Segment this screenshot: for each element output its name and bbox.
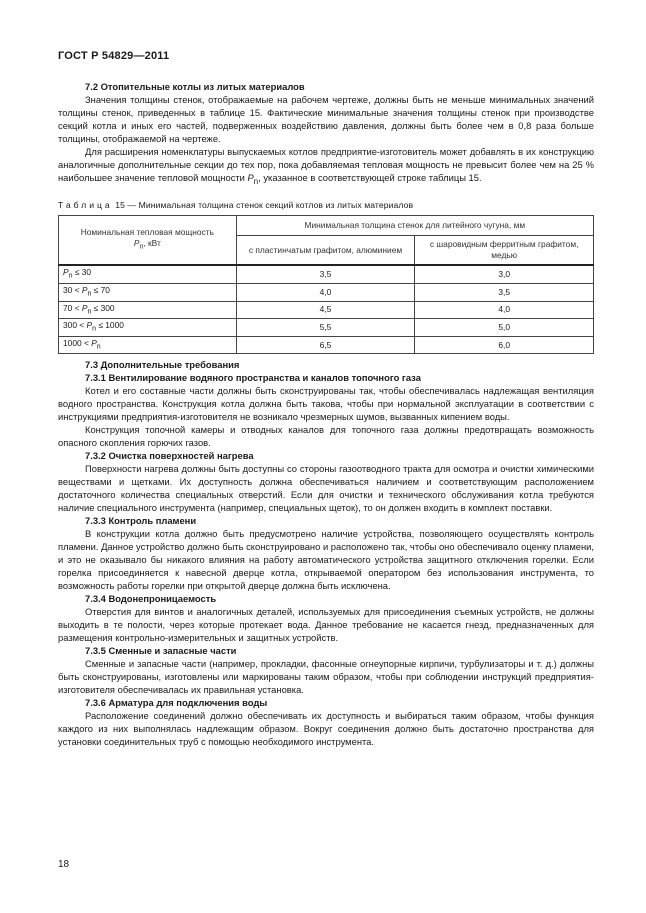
p2-text-after: , указанное в соответствующей строке таблицы 15.: [258, 172, 482, 183]
section-7-3-6-title: 7.3.6 Арматура для подключения воды: [85, 697, 268, 709]
table-15-body: [59, 265, 594, 353]
power-subscript: n: [87, 308, 92, 316]
table-row: [59, 283, 594, 301]
power-symbol: P: [91, 337, 97, 348]
thickness-lamellar-cell: 4,5: [236, 301, 415, 319]
section-7-3-4-title: 7.3.4 Водонепроницаемость: [85, 593, 217, 605]
thickness-spheroidal-cell: 6,0: [415, 336, 594, 354]
power-cell: [59, 283, 237, 301]
power-prefix: 70 <: [63, 302, 82, 313]
power-symbol: P: [63, 267, 69, 278]
column-header-lamellar: с пластинчатым графитом, алюминием: [236, 235, 415, 265]
table-row: [59, 265, 594, 283]
thickness-spheroidal-cell: 3,0: [415, 265, 594, 283]
thickness-spheroidal-cell: 3,5: [415, 283, 594, 301]
power-subscript: n: [92, 325, 97, 333]
power-cell: [59, 301, 237, 319]
power-subscript: n: [68, 273, 73, 280]
section-7-3-1-title: 7.3.1 Вентилирование водяного пространства и каналов топочного газа: [85, 372, 421, 384]
table-caption-word: Таблица: [58, 199, 113, 210]
section-7-3-6-paragraph-1: Расположение соединений должно обеспечивать их доступность и выбираться таким образом, чтобы функция каждого из них выполнялась надлежащим образом. Вокруг соединения должно быть достаточно пространства для установки соединительных труб с помощью необходимого инструмента.: [58, 710, 594, 748]
table-15: [58, 215, 594, 354]
section-7-3-1-paragraph-2: Конструкция топочной камеры и отводных каналов для топочного газа должны предотвращать возможность опасного скопления горючих газов.: [58, 424, 594, 449]
power-prefix: 300 <: [63, 320, 87, 331]
section-7-3-4-paragraph-1: Отверстия для винтов и аналогичных деталей, используемых для присоединения съемных устройств, не должны выходить в те полости, через которые протекает вода. Данное требование не касается гнезд, предназначенных для размещения контрольно-измерительных и защитных устройств.: [58, 606, 594, 644]
thickness-spheroidal-cell: 5,0: [415, 319, 594, 337]
section-7-3-5-paragraph-1: Сменные и запасные части (например, прокладки, фасонные огнеупорные кирпичи, турбулизаторы и т. д.) должны быть сконструированы, изготовлены или маркированы таким образом, чтобы при соблюдении инструкций предприятия-изготовителя обеспечивалась их правильная установка.: [58, 658, 594, 696]
power-symbol: P: [86, 320, 93, 331]
power-cell: [59, 336, 237, 354]
section-7-3-3-paragraph-1: В конструкции котла должно быть предусмотрено наличие устройства, позволяющего осуществлять контроль пламени. Данное устройство должно быть сконструировано и расположено так, чтобы оно обеспечивало оценку пламени, и это не оказывало бы никакого влияния на работу автоматического устройства защитного отключения горелки. Если горелка присоединяется к навесной дверце котла, открываемой оператором без использования инструмента, то возможность работы горелки при открытой дверце должна быть исключена.: [58, 528, 594, 592]
power-symbol: P: [81, 302, 88, 313]
column-header-power: [59, 215, 237, 265]
section-7-3-1-paragraph-1: Котел и его составные части должны быть сконструированы так, чтобы обеспечивалась надлежащая вентиляция водного пространства. Конструкция котла должна быть такова, чтобы при нормальной эксплуатации в соответствии с инструкциями предприятия-изготовителя не возникало чрезмерных шумов, вызванных кипением воды.: [58, 385, 594, 423]
table-row: [59, 336, 594, 354]
group-header-thickness: Минимальная толщина стенок для литейного чугуна, мм: [236, 215, 593, 235]
document-id: ГОСТ Р 54829—2011: [58, 50, 170, 62]
power-suffix: ≤ 300: [91, 302, 115, 313]
section-7-3-title: 7.3 Дополнительные требования: [85, 359, 240, 371]
col1-header-unit: , кВт: [143, 238, 161, 249]
page-number: 18: [58, 859, 70, 870]
section-7-3-3-title: 7.3.3 Контроль пламени: [85, 515, 197, 527]
p2-text-before: Для расширения номенклатуры выпускаемых котлов предприятие-изготовитель может добавлять в их конструкцию аналогичные дополнительные секции до тех пор, пока добавляемая тепловая мощность не превысит более чем на 25 % наибольшее значение тепловой мощности: [58, 146, 594, 183]
power-suffix: ≤ 30: [72, 267, 92, 278]
section-7-2-paragraph-1: Значения толщины стенок, отображаемые на рабочем чертеже, должны быть не меньше минимальных значений толщины стенок, приведенных в таблице 15. Фактические минимальные значения толщины стенок при производстве секций котла и иных его частей, подверженных воздействию давления, должны быть более чем в 0,8 раза больше толщины, отображаемой на чертеже.: [58, 94, 594, 144]
thickness-lamellar-cell: 6,5: [236, 336, 415, 354]
p2-subscript: n: [253, 176, 259, 186]
page-content: [58, 80, 594, 748]
power-cell: [59, 319, 237, 337]
col1-header-symbol: P: [133, 238, 140, 249]
power-prefix: 30 <: [63, 284, 82, 295]
power-prefix: 1000 <: [63, 337, 92, 348]
section-7-3-5-title: 7.3.5 Сменные и запасные части: [85, 645, 237, 657]
table-caption-text: 15 — Минимальная толщина стенок секций котлов из литых материалов: [112, 199, 414, 210]
col1-header-line1: Номинальная тепловая мощность: [80, 227, 214, 238]
section-7-2-paragraph-2: [58, 145, 594, 188]
power-suffix: ≤ 1000: [96, 320, 124, 331]
power-cell: [59, 265, 237, 283]
section-7-2-title: 7.2 Отопительные котлы из литых материалов: [85, 81, 305, 92]
p2-symbol: P: [247, 172, 254, 183]
power-subscript: n: [96, 343, 101, 351]
table-15-caption: [58, 199, 594, 212]
thickness-lamellar-cell: 4,0: [236, 283, 415, 301]
thickness-lamellar-cell: 5,5: [236, 319, 415, 337]
table-row: [59, 301, 594, 319]
col1-header-subscript: n: [139, 243, 144, 251]
power-suffix: ≤ 70: [91, 284, 110, 295]
section-7-3-2-title: 7.3.2 Очистка поверхностей нагрева: [85, 450, 254, 462]
power-symbol: P: [81, 284, 88, 295]
column-header-spheroidal: с шаровидным ферритным графитом, медью: [415, 235, 594, 265]
thickness-spheroidal-cell: 4,0: [415, 301, 594, 319]
table-row: [59, 319, 594, 337]
power-subscript: n: [87, 290, 92, 298]
section-7-3-2-paragraph-1: Поверхности нагрева должны быть доступны со стороны газоотводного тракта для осмотра и очистки химическими веществами и щетками. Их доступность должна обеспечиваться наличием и соответствующим расположением достаточного количества специальных отверстий. Если для очистки и технического обслуживания котла требуются наличие специального инструмента (например, специальных щеток), то он должен входить в комплект поставки.: [58, 463, 594, 514]
thickness-lamellar-cell: 3,5: [236, 265, 415, 283]
